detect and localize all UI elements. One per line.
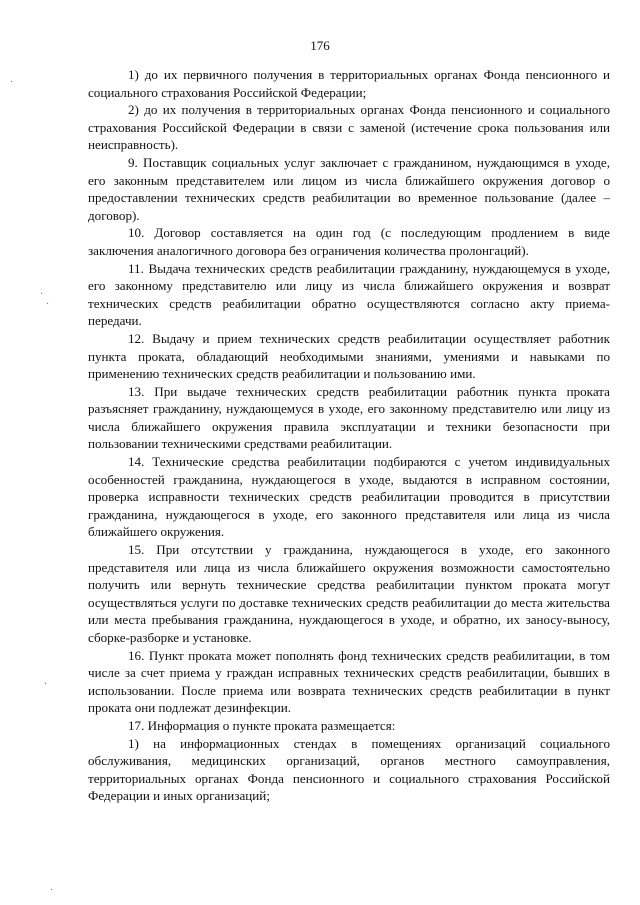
paragraph-14: 14. Технические средства реабилитации подбираются с учетом индивидуальных особенностей гражданина, нуждающегося в уходе, выдаются в исправном состоянии, проверка исправности технических средств реабилитации проводится в присутствии гражданина, нуждающегося в уходе, его законного представителя или лица из числа ближайшего окружения. bbox=[88, 454, 610, 540]
scan-speck: · bbox=[40, 289, 44, 300]
paragraph-17-subitem-1: 1) на информационных стендах в помещениях организаций социального обслуживания, медицинских организаций, органов местного самоуправления, территориальных органах Фонда пенсионного и социального страхования Российской Федерации и иных организаций; bbox=[88, 735, 610, 804]
document-body bbox=[88, 66, 610, 805]
page-number: 176 bbox=[310, 38, 330, 53]
paragraph-17: 17. Информация о пункте проката размещается: bbox=[128, 717, 396, 733]
scan-speck: · bbox=[50, 885, 54, 896]
paragraph-10: 10. Договор составляется на один год (с последующим продлением в виде заключения аналогичного договора без ограничения количества пролонгаций). bbox=[88, 225, 610, 258]
scan-speck: · bbox=[44, 679, 48, 690]
paragraph-13: 13. При выдаче технических средств реабилитации работник пункта проката разъясняет гражданину, нуждающемуся в уходе, его законному представителю или лицу из числа ближайшего окружения правила эксплуатации и техники безопасности при пользовании техническими средствами реабилитации. bbox=[88, 383, 610, 452]
paragraph-subitem-2: 2) до их получения в территориальных органах Фонда пенсионного и социального страхования Российской Федерации в связи с заменой (истечение срока пользования или неисправность). bbox=[88, 102, 610, 153]
paragraph-15: 15. При отсутствии у гражданина, нуждающегося в уходе, его законного представителя или лица из числа ближайшего окружения возможности самостоятельно получить или вернуть технические средства реабилитации пунктом проката могут осуществляться услуги по доставке технических средств реабилитации до места жительства или места пребывания гражданина, нуждающегося в уходе, и обратно, их заносу-выносу, сборке-разборке и установке. bbox=[88, 542, 610, 645]
paragraph-9: 9. Поставщик социальных услуг заключает с гражданином, нуждающимся в уходе, его законным представителем или лицом из числа ближайшего окружения договор о предоставлении технических средств реабилитации во временное пользование (далее – договор). bbox=[88, 154, 610, 223]
paragraph-16: 16. Пункт проката может пополнять фонд технических средств реабилитации, в том числе за счет приема у граждан исправных технических средств реабилитации, бывших в использовании. После приема или возврата технических средств реабилитации в пункт проката они подлежат дезинфекции. bbox=[88, 647, 610, 716]
paragraph-11: 11. Выдача технических средств реабилитации гражданину, нуждающемуся в уходе, его законному представителю или лицу из числа ближайшего окружения и возврат технических средств реабилитации обратно осуществляются согласно акту приема-передачи. bbox=[88, 260, 610, 329]
paragraph-subitem-1: 1) до их первичного получения в территориальных органах Фонда пенсионного и социального страхования Российской Федерации; bbox=[88, 67, 610, 100]
scan-speck: · bbox=[10, 77, 14, 88]
paragraph-12: 12. Выдачу и прием технических средств реабилитации осуществляет работник пункта проката, обладающий необходимыми знаниями, умениями и навыками по применению технических средств реабилитации и пользованию ими. bbox=[88, 330, 610, 382]
scan-speck: · bbox=[46, 299, 50, 310]
